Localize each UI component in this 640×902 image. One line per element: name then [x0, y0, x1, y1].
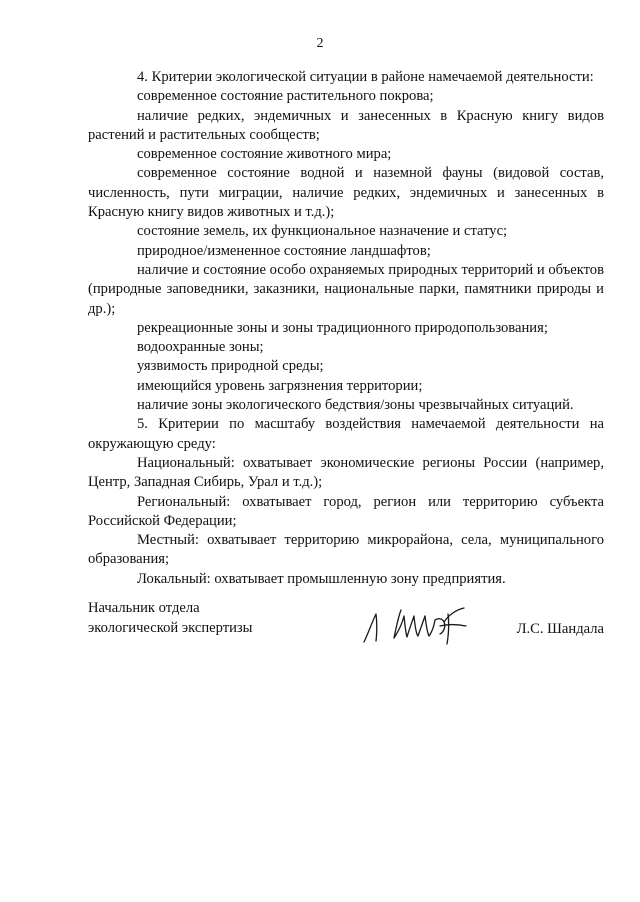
signatory-position — [88, 599, 338, 638]
page-number: 2 — [316, 36, 324, 51]
criteria-item: имеющийся уровень загрязнения территории; — [137, 377, 423, 394]
position-line: экологической экспертизы — [88, 619, 253, 636]
scale-item: Региональный: охватывает город, регион или территорию субъекта Российской Федерации; — [88, 493, 604, 529]
criteria-item: современное состояние растительного покрова; — [137, 88, 434, 105]
criteria-item: наличие редких, эндемичных и занесенных в Красную книгу видов растений и растительных сообществ; — [88, 107, 604, 143]
criteria-item: наличие зоны экологического бедствия/зоны чрезвычайных ситуаций. — [137, 397, 574, 414]
criteria-item: состояние земель, их функциональное назначение и статус; — [137, 223, 508, 240]
position-line: Начальник отдела — [88, 600, 200, 616]
signatory-name: Л.С. Шандала — [516, 621, 604, 637]
criteria-item: природное/измененное состояние ландшафтов; — [137, 242, 431, 259]
document-body — [88, 68, 604, 589]
criteria-item: рекреационные зоны и зоны традиционного природопользования; — [137, 319, 548, 336]
criteria-item: современное состояние водной и наземной фауны (видовой состав, численность, пути миграции, наличие редких, эндемичных и занесенных в Красную книгу видов животных и т.д.); — [88, 165, 604, 221]
section-4-heading: 4. Критерии экологической ситуации в районе намечаемой деятельности: — [137, 69, 594, 85]
criteria-item: наличие и состояние особо охраняемых природных территорий и объектов (природные заповедники, заказники, национальные парки, памятники природы и др.); — [88, 261, 604, 317]
scale-item: Локальный: охватывает промышленную зону предприятия. — [137, 570, 506, 587]
criteria-item: уязвимость природной среды; — [137, 358, 324, 375]
signature-strokes — [364, 608, 466, 644]
criteria-item: современное состояние животного мира; — [137, 146, 392, 163]
criteria-item: водоохранные зоны; — [137, 339, 264, 356]
handwritten-signature — [360, 604, 475, 648]
scale-item: Местный: охватывает территорию микрорайона, села, муниципального образования; — [88, 532, 604, 568]
scale-item: Национальный: охватывает экономические регионы России (например, Центр, Западная Сибирь, Урал и т.д.); — [88, 454, 604, 491]
section-5-heading: 5. Критерии по масштабу воздействия намечаемой деятельности на окружающую среду: — [88, 416, 604, 452]
